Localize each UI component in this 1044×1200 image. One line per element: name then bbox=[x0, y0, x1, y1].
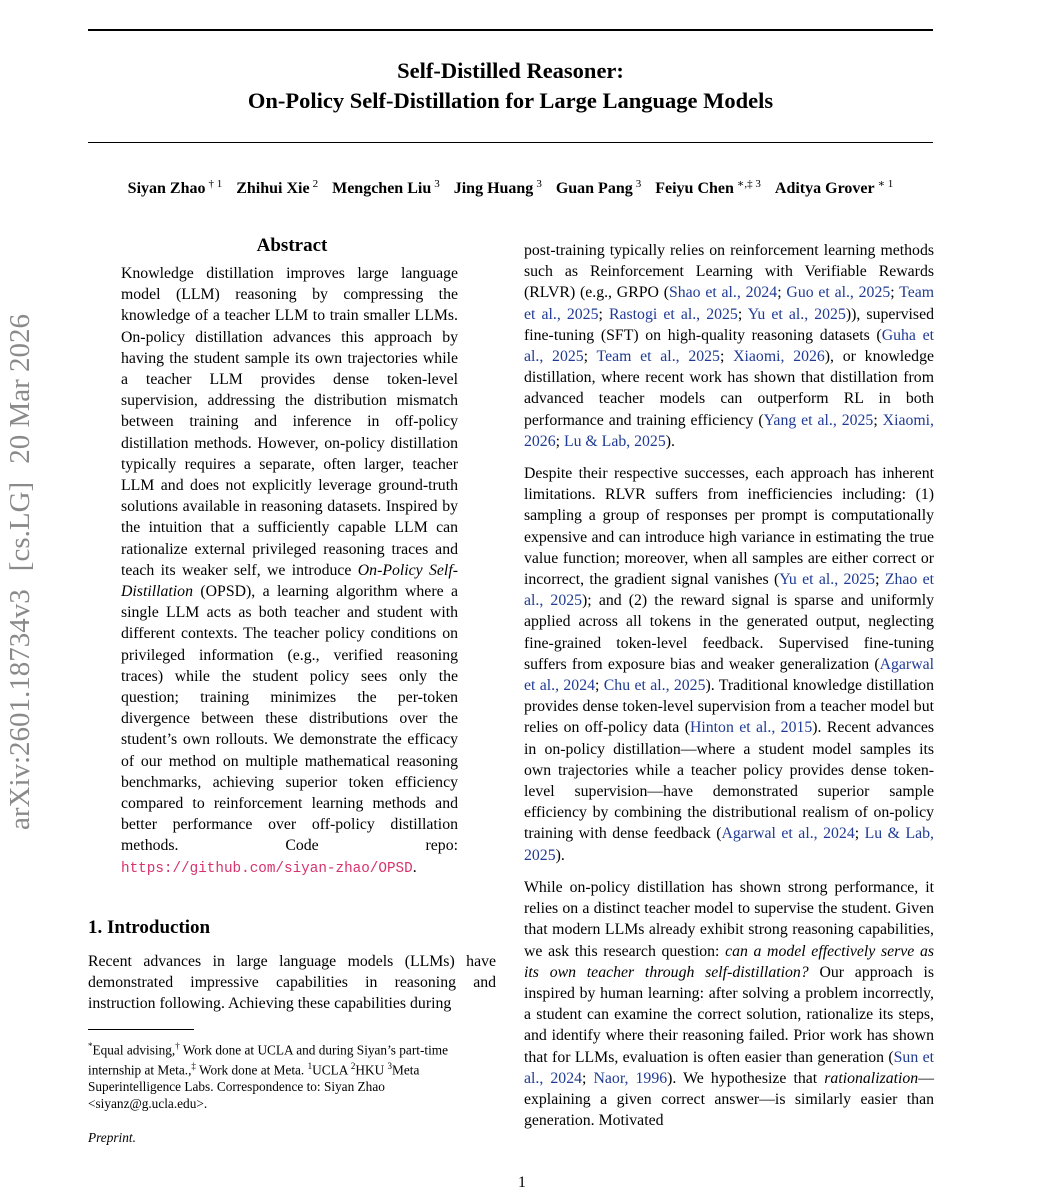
citation-link[interactable]: Yu et al., 2025 bbox=[747, 305, 846, 323]
footnote-text: Equal advising, bbox=[92, 1041, 176, 1057]
body-text: ); and (2) the reward signal is sparse and uniformly applied across all tokens in the generated output, neglecting fine-grained token-level feedback. Supervised fine-tuning suffers from exposure bias and weaker generalization ( bbox=[524, 592, 934, 673]
body-text: ; bbox=[777, 284, 787, 302]
page-number: 1 bbox=[518, 1174, 526, 1191]
title-bottom-rule bbox=[88, 142, 933, 143]
right-column bbox=[524, 240, 934, 1131]
code-repo-link[interactable]: https://github.com/siyan-zhao/OPSD bbox=[121, 860, 413, 877]
citation-link[interactable]: Hinton et al., 2015 bbox=[689, 719, 813, 737]
body-text: While on-policy distillation has shown strong performance, it relies on a distinct teacher model to supervise the student. Given that modern LLMs already exhibit strong reasoning capabilities, we ask this research question: bbox=[524, 878, 934, 960]
body-text: Our approach is inspired by human learning: after solving a problem incorrectly, a student can examine the correct solution, rationalize its steps, and identify where their reasoning failed. Prior work has shown that for LLMs, evaluation is often easier than generation ( bbox=[524, 963, 934, 1066]
body-text: ; bbox=[737, 305, 748, 323]
citation-link[interactable]: Shao et al., 2024 bbox=[668, 284, 778, 302]
arxiv-identifier: arXiv:2601.18734v3 bbox=[4, 589, 36, 831]
footnote-rule bbox=[88, 1029, 194, 1030]
footnote-text: HKU bbox=[355, 1062, 388, 1078]
author bbox=[775, 180, 893, 197]
footnote-text: Work done at UCLA and during Siyan’s part-time internship at Meta., bbox=[88, 1041, 449, 1078]
body-text: ; bbox=[583, 348, 597, 366]
author-affiliation: 3 bbox=[536, 178, 542, 190]
body-text: ). We hypothesize that bbox=[667, 1069, 825, 1087]
emphasis-text: can a model effectively serve as its own teacher through self-distillation? bbox=[524, 942, 934, 981]
citation-link[interactable]: Guha et al., 2025 bbox=[524, 326, 934, 366]
footnote-text: Meta Superintelligence Labs. Correspondence to: Siyan Zhao <siyanz@g.ucla.edu>. bbox=[88, 1062, 420, 1111]
body-text: ). Traditional knowledge distillation provides dense token-level supervision from a teacher model but relies on off-policy data ( bbox=[524, 677, 934, 737]
citation-link[interactable]: Agarwal et al., 2024 bbox=[524, 655, 934, 695]
footnote-mark: * bbox=[88, 1040, 93, 1051]
limitations-paragraph bbox=[524, 463, 934, 866]
author-affiliation: 3 bbox=[434, 178, 440, 190]
abstract-heading: Abstract bbox=[256, 235, 328, 256]
footnote-mark: 1 bbox=[307, 1061, 313, 1072]
body-text: ; bbox=[890, 284, 900, 302]
intro-paragraph-continued bbox=[524, 240, 934, 452]
title-line-2: On-Policy Self-Distillation for Large Language Models bbox=[247, 88, 774, 113]
emphasis-text: rationalization bbox=[824, 1069, 919, 1087]
arxiv-stamp bbox=[0, 252, 40, 892]
author-name: Mengchen Liu bbox=[332, 180, 432, 198]
author-affiliation: ∗ 1 bbox=[877, 178, 894, 190]
citation-link[interactable]: Team et al., 2025 bbox=[524, 284, 935, 323]
author-affiliation: 2 bbox=[312, 178, 319, 190]
footnote bbox=[88, 1038, 496, 1113]
footnote-text: Work done at Meta. bbox=[195, 1062, 308, 1078]
abstract-body: Knowledge distillation improves large language model (LLM) reasoning by compressing the knowledge of a teacher LLM to train smaller LLMs. On-policy distillation advances this approach by having the student sample its own trajectories while a teacher LLM provides dense token-level supervision, addressing the distribution mismatch between training and inference in off-policy distillation methods. However, on-policy distillation typically requires a separate, often larger, teacher LLM and does not explicitly leverage ground-truth solutions available in reasoning datasets. Inspired by the intuition that a sufficiently capable LLM can rationalize external privileged reasoning traces and teach its weaker self, we introduce bbox=[121, 265, 458, 579]
citation-link[interactable]: Naor, 1996 bbox=[593, 1069, 668, 1087]
body-text: Despite their respective successes, each approach has inherent limitations. RLVR suffers from inefficiencies including: (1) sampling a group of responses per prompt is computationally expensive and can introduce high variance in estimating the true value function; moreover, when all samples are either correct or incorrect, the gradient signal vanishes ( bbox=[524, 465, 934, 589]
body-text: ; bbox=[555, 432, 564, 450]
footnote-mark: ‡ bbox=[191, 1061, 196, 1072]
citation-link[interactable]: Team et al., 2025 bbox=[596, 348, 720, 366]
citation-link[interactable]: Yang et al., 2025 bbox=[763, 411, 874, 429]
body-text: ; bbox=[875, 571, 885, 589]
abstract-text bbox=[121, 263, 458, 880]
author-name: Zhihui Xie bbox=[236, 180, 310, 198]
body-text: —explaining a given correct answer—is similarly easier than generation. Motivated bbox=[524, 1069, 934, 1130]
body-text: )), supervised fine-tuning (SFT) on high-quality reasoning datasets ( bbox=[524, 305, 934, 344]
paper-title bbox=[88, 56, 933, 116]
preprint-label: Preprint. bbox=[88, 1130, 136, 1145]
citation-link[interactable]: Agarwal et al., 2024 bbox=[721, 825, 855, 843]
intro-heading: 1. Introduction bbox=[88, 916, 211, 938]
body-text: post-training typically relies on reinforcement learning methods such as Reinforcement Learning with Verifiable Rewards (RLVR) (e.g., GRPO ( bbox=[524, 242, 934, 302]
author bbox=[332, 180, 440, 197]
research-question-paragraph bbox=[524, 877, 934, 1131]
author-list bbox=[88, 177, 933, 198]
body-text: ; bbox=[719, 348, 734, 366]
body-text: ), or knowledge distillation, where recent work has shown that distillation from advanced teacher models can outperform RL in both performance and training efficiency ( bbox=[524, 348, 934, 429]
title-line-1: Self-Distilled Reasoner: bbox=[397, 58, 624, 83]
body-text: ; bbox=[873, 411, 883, 429]
citation-link[interactable]: Xiaomi, 2026 bbox=[733, 348, 825, 366]
citation-link[interactable]: Lu & Lab, 2025 bbox=[524, 825, 934, 864]
abstract-end: . bbox=[412, 858, 417, 876]
body-text: ). bbox=[555, 846, 565, 864]
author bbox=[556, 180, 641, 197]
author-name: Guan Pang bbox=[555, 180, 633, 198]
footnote-mark: 3 bbox=[387, 1061, 393, 1072]
left-column bbox=[88, 234, 496, 1112]
author bbox=[655, 180, 761, 197]
citation-link[interactable]: Chu et al., 2025 bbox=[603, 677, 706, 695]
footnote-mark: 2 bbox=[350, 1061, 356, 1072]
arxiv-date: 20 Mar 2026 bbox=[4, 313, 36, 464]
author bbox=[454, 180, 542, 197]
citation-link[interactable]: Yu et al., 2025 bbox=[779, 571, 876, 589]
author-affiliation: ∗,‡ 3 bbox=[736, 178, 761, 190]
intro-paragraph: Recent advances in large language models (LLMs) have demonstrated impressive capabilities in reasoning and instruction following. Achieving these capabilities during bbox=[88, 952, 496, 1013]
citation-link[interactable]: Guo et al., 2025 bbox=[786, 284, 891, 302]
citation-link[interactable]: Lu & Lab, 2025 bbox=[563, 432, 666, 450]
author bbox=[236, 180, 318, 197]
citation-link[interactable]: Sun et al., 2024 bbox=[524, 1048, 934, 1087]
footnote-text: UCLA bbox=[312, 1062, 351, 1078]
body-text: ; bbox=[582, 1069, 594, 1087]
author-name: Jing Huang bbox=[453, 180, 534, 198]
abstract-method-name: On-Policy Self-Distillation bbox=[121, 561, 458, 601]
author-affiliation: 3 bbox=[635, 178, 642, 190]
body-text: ; bbox=[595, 677, 604, 695]
author-name: Siyan Zhao bbox=[127, 180, 206, 198]
top-rule bbox=[88, 29, 933, 31]
abstract-body-cont: (OPSD), a learning algorithm where a single LLM acts as both teacher and student with different contexts. The teacher policy conditions on privileged information (e.g., verified reasoning traces) while the student policy sees only the question; training minimizes the per-token divergence between these distributions over the student’s own rollouts. We demonstrate the efficacy of our method on multiple mathematical reasoning benchmarks, achieving superior token efficiency compared to reinforcement learning methods and better performance over off-policy distillation methods. Code repo: bbox=[121, 583, 458, 855]
citation-link[interactable]: Rastogi et al., 2025 bbox=[608, 305, 738, 323]
body-text: ). Recent advances in on-policy distillation—where a student model samples its own trajectories while a teacher policy provides dense token-level supervision—have demonstrated superior sample efficiency by combining the distributional realism of on-policy training with dense feedback ( bbox=[524, 719, 934, 843]
footnote-mark: † bbox=[175, 1040, 180, 1051]
author-affiliation: † 1 bbox=[208, 178, 223, 190]
author bbox=[128, 180, 223, 197]
body-text: ; bbox=[598, 305, 609, 323]
author-name: Aditya Grover bbox=[774, 180, 875, 198]
arxiv-category: [cs.LG] bbox=[4, 481, 36, 572]
citation-link[interactable]: Zhao et al., 2025 bbox=[524, 571, 935, 610]
body-text: ). bbox=[665, 432, 675, 450]
author-name: Feiyu Chen bbox=[655, 180, 734, 198]
citation-link[interactable]: Xiaomi, 2026 bbox=[524, 411, 935, 450]
body-text: ; bbox=[854, 825, 865, 843]
